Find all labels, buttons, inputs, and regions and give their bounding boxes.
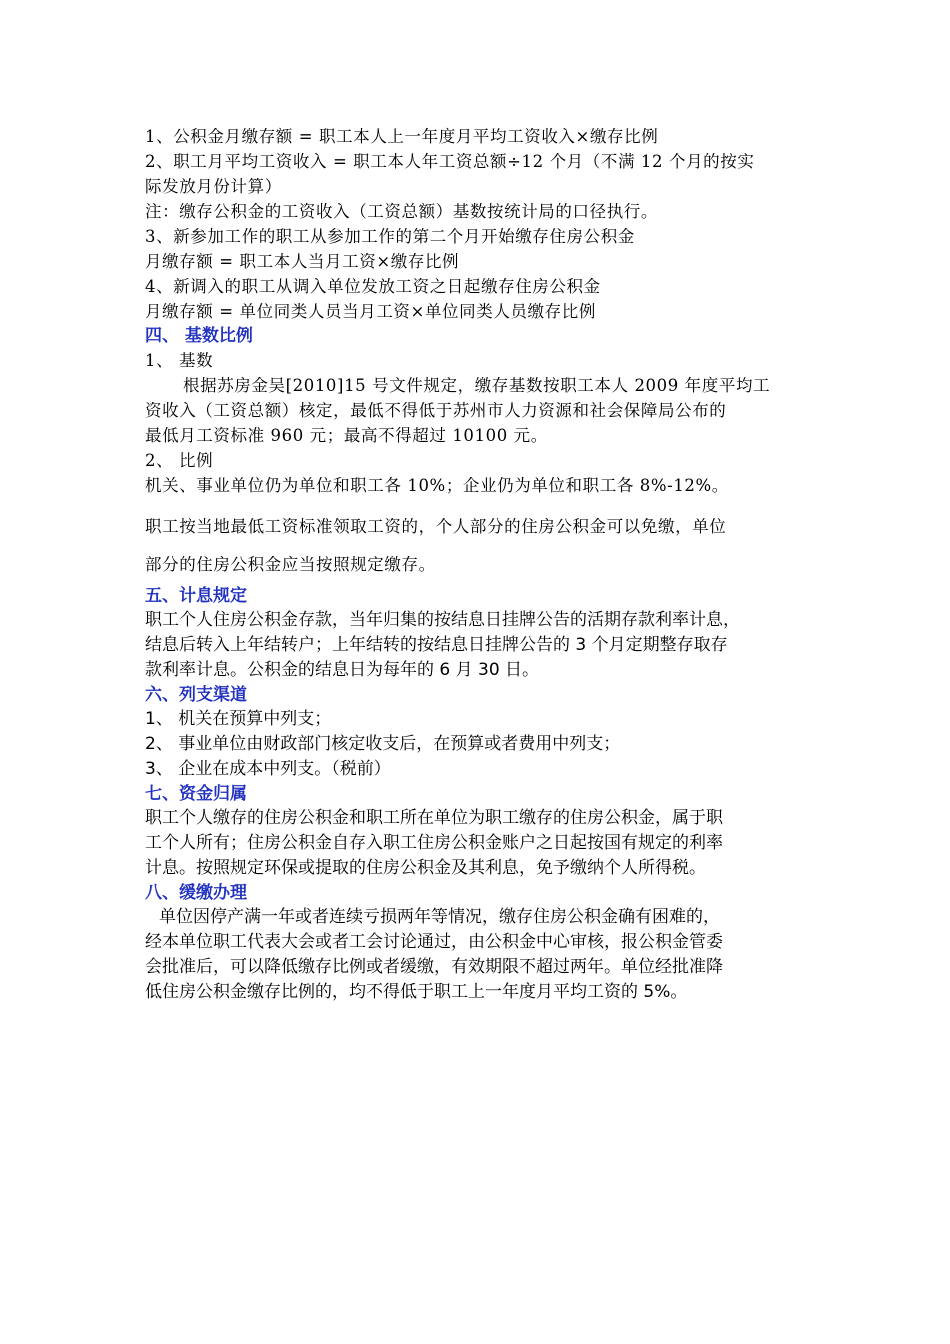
list-item: 3、 企业在成本中列支。（税前） xyxy=(145,759,391,779)
text-line: 根据苏房金吴[2010]15 号文件规定，缴存基数按职工本人 2009 年度平均工 xyxy=(183,376,771,395)
text-line: 工个人所有；住房公积金自存入职工住房公积金账户之日起按国有规定的利率 xyxy=(145,833,723,853)
subheading: 2、 比例 xyxy=(145,451,214,470)
text-line: 单位因停产满一年或者连续亏损两年等情况，缴存住房公积金确有困难的， xyxy=(159,907,720,927)
section3-tail xyxy=(145,124,805,324)
text-line: 3、新参加工作的职工从参加工作的第二个月开始缴存住房公积金 xyxy=(145,227,635,246)
list-item: 1、 机关在预算中列支； xyxy=(145,709,332,729)
text-line: 职工个人缴存的住房公积金和职工所在单位为职工缴存的住房公积金，属于职 xyxy=(145,808,723,828)
section5-heading: 五、计息规定 xyxy=(145,586,247,606)
section5-body xyxy=(145,608,805,683)
text-line: 计息。按照规定环保或提取的住房公积金及其利息，免予缴纳个人所得税。 xyxy=(145,858,706,878)
text-line: 会批准后，可以降低缴存比例或者缓缴，有效期限不超过两年。单位经批准降 xyxy=(145,957,723,977)
section7-heading: 七、资金归属 xyxy=(145,784,247,804)
text-line: 资收入（工资总额）核定，最低不得低于苏州市人力资源和社会保障局公布的 xyxy=(145,401,727,420)
text-line: 职工个人住房公积金存款，当年归集的按结息日挂牌公告的活期存款利率计息， xyxy=(145,610,740,630)
text-line: 经本单位职工代表大会或者工会讨论通过，由公积金中心审核，报公积金管委 xyxy=(145,932,723,952)
section7-body xyxy=(145,806,805,881)
text-line: 注：缴存公积金的工资收入（工资总额）基数按统计局的口径执行。 xyxy=(145,202,658,221)
list-item: 2、 事业单位由财政部门核定收支后，在预算或者费用中列支； xyxy=(145,734,621,754)
section8-heading: 八、缓缴办理 xyxy=(145,883,247,903)
document-page xyxy=(145,124,805,1005)
text-line: 1、公积金月缴存额 = 职工本人上一年度月平均工资收入×缴存比例 xyxy=(145,127,659,146)
section4-body xyxy=(145,348,805,584)
text-line: 低住房公积金缴存比例的，均不得低于职工上一年度月平均工资的 5%。 xyxy=(145,982,688,1002)
text-line: 月缴存额 = 职工本人当月工资×缴存比例 xyxy=(145,252,460,271)
text-line: 月缴存额 = 单位同类人员当月工资×单位同类人员缴存比例 xyxy=(145,302,596,321)
text-line: 最低月工资标准 960 元；最高不得超过 10100 元。 xyxy=(145,426,548,445)
text-line: 4、新调入的职工从调入单位发放工资之日起缴存住房公积金 xyxy=(145,277,601,296)
section4-heading: 四、 基数比例 xyxy=(145,326,253,346)
text-line: 2、职工月平均工资收入 = 职工本人年工资总额÷12 个月（不满 12 个月的按实 xyxy=(145,152,755,171)
section6-body xyxy=(145,707,805,782)
subheading: 1、 基数 xyxy=(145,351,214,370)
text-line: 职工按当地最低工资标准领取工资的，个人部分的住房公积金可以免缴，单位 xyxy=(145,517,727,536)
text-line: 际发放月份计算） xyxy=(145,177,282,196)
section6-heading: 六、列支渠道 xyxy=(145,685,247,705)
section8-body xyxy=(145,905,805,1005)
text-line: 部分的住房公积金应当按照规定缴存。 xyxy=(145,555,436,574)
text-line: 结息后转入上年结转户；上年结转的按结息日挂牌公告的 3 个月定期整存取存 xyxy=(145,635,728,655)
text-line: 机关、事业单位仍为单位和职工各 10%；企业仍为单位和职工各 8%-12%。 xyxy=(145,476,729,495)
text-line: 款利率计息。公积金的结息日为每年的 6 月 30 日。 xyxy=(145,660,540,680)
